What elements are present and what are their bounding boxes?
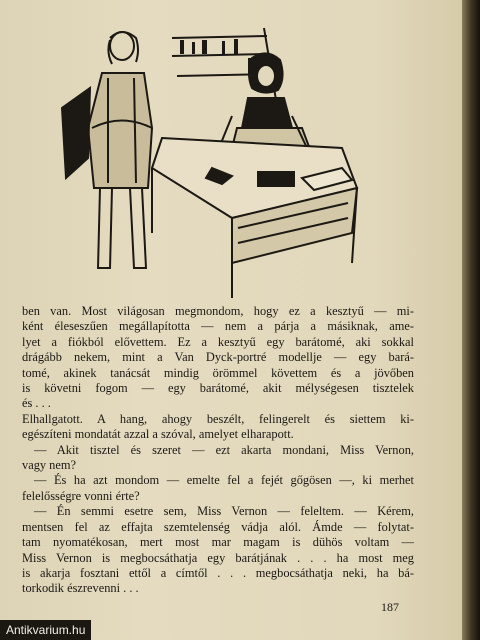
text-line: drágább nekem, mint a Van Dyck-portré modellje — egy bará- [22, 350, 414, 365]
illustration-drawing [52, 18, 372, 300]
text-line: és . . . [22, 396, 51, 411]
text-line: tomé, akinek tanácsát mindig örömmel követtem és a jövőben [22, 365, 414, 380]
text-line: Elhallgatott. A hang, ahogy beszélt, felingerelt és siettem ki- [22, 411, 414, 426]
book-binding [462, 0, 480, 640]
text-line: lyet a fiókból elővettem. Ez a kesztyű egy barátomé, aki sokkal [22, 334, 414, 349]
text-line: Miss Vernon is megbocsáthatja egy barátjának . . . ha most meg [22, 550, 414, 565]
text-line: ként éleseszűen megállapította — nem a párja a másiknak, ame- [22, 319, 414, 334]
text-line: — És ha azt mondom — emelte fel a fejét gőgösen —, ki merhet [34, 473, 414, 488]
text-line: felelősségre vonni érte? [22, 488, 140, 503]
text-line: vagy nem? [22, 458, 77, 473]
text-line: — Én semmi esetre sem, Miss Vernon — feleltem. — Kérem, [34, 504, 414, 519]
body-text [22, 304, 414, 597]
text-line: mentsen fel az effajta szemtelenség vádja alól. Ámde — folytat- [22, 519, 414, 534]
page-number: 187 [381, 600, 399, 614]
text-line: is követni fogom — egy barátomé, akit mélységesen tisztelek [22, 381, 414, 396]
text-line: egészíteni mondatát azzal a szóval, amelyet elharapott. [22, 427, 294, 442]
watermark-label: Antikvarium.hu [0, 620, 91, 640]
text-line: — Akit tisztel és szeret — ezt akarta mondani, Miss Vernon, [34, 442, 414, 457]
text-line: tam nyomatékosan, mert most mar magam is dühös voltam — [22, 535, 414, 550]
text-line: is akarja fosztani ettől a címtől . . . megbocsáthatja neki, ha bá- [22, 565, 414, 580]
text-line: torkodik észrevenni . . . [22, 581, 139, 596]
text-line: ben van. Most világosan megmondom, hogy ez a kesztyű — mi- [22, 304, 414, 318]
